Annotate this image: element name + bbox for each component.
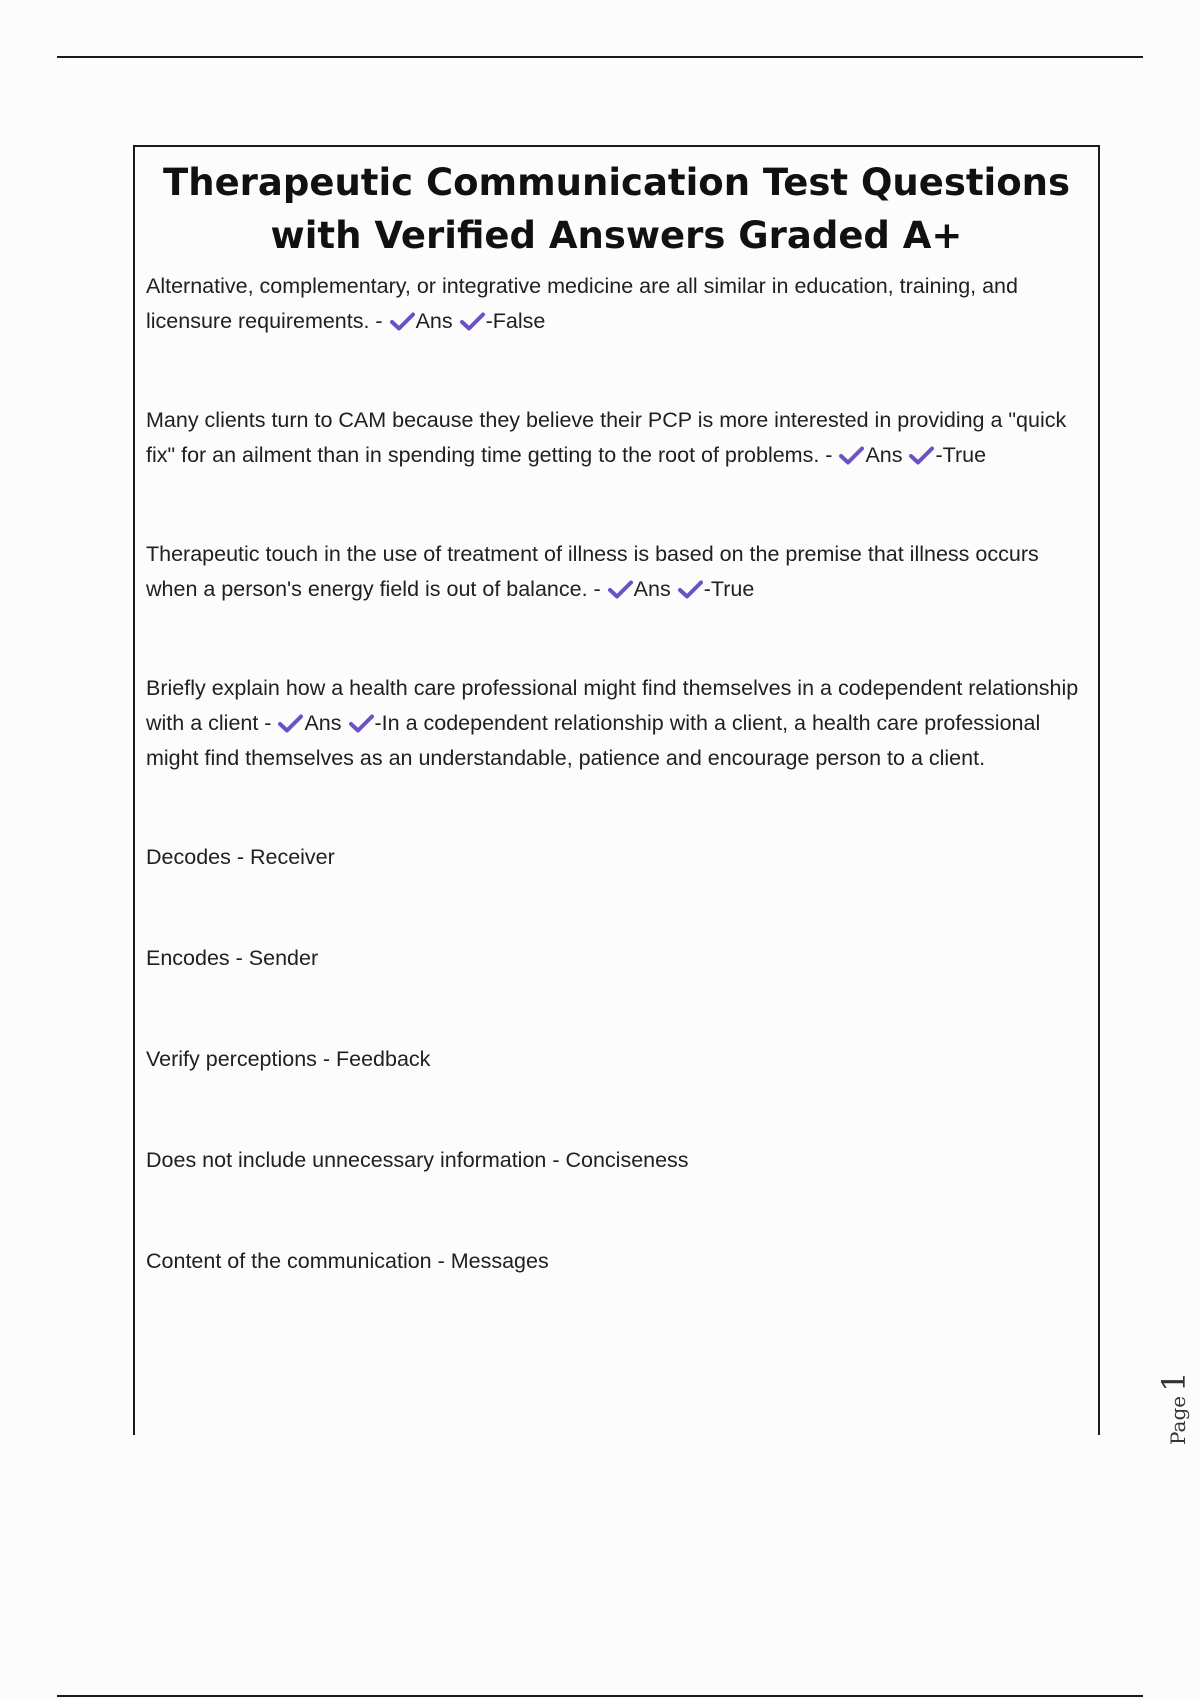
checkmark-icon — [349, 714, 374, 733]
term-entry: Decodes - Receiver — [146, 845, 335, 869]
checkmark-icon — [390, 312, 415, 331]
ans-label: Ans — [415, 309, 453, 333]
term-entry: Content of the communication - Messages — [146, 1249, 549, 1273]
answer-text: -False — [485, 309, 546, 333]
title-line-2: with Verified Answers Graded A+ — [270, 214, 963, 257]
question-text: Briefly explain how a health care professional might find themselves in a codependent relationship with a client - — [146, 676, 1079, 735]
checkmark-icon — [608, 580, 633, 599]
answer-text: -True — [703, 577, 755, 601]
question-text: Therapeutic touch in the use of treatment of illness is based on the premise that illness occurs when a person's energy field is out of balance. - — [146, 542, 1039, 601]
checkmark-icon — [278, 714, 303, 733]
document-title — [145, 156, 1088, 262]
document-frame — [133, 145, 1100, 1435]
bottom-rule — [57, 1695, 1143, 1697]
answer-text: -In a codependent relationship with a client, a health care professional might find themselves as an understandable, patience and encourage person to a client. — [146, 711, 1041, 770]
term-entry: Verify perceptions - Feedback — [146, 1047, 431, 1071]
question-text: Alternative, complementary, or integrative medicine are all similar in education, training, and licensure requirements. - — [146, 274, 1018, 333]
term-entry: Does not include unnecessary information - Conciseness — [146, 1148, 689, 1172]
qa-entry — [146, 269, 1084, 339]
title-line-1: Therapeutic Communication Test Questions — [162, 161, 1071, 204]
answer-text: -True — [935, 443, 987, 467]
top-rule — [57, 56, 1143, 58]
page-label: Page — [1166, 1395, 1190, 1445]
page-number — [1155, 1372, 1193, 1445]
page-number-value: 1 — [1155, 1371, 1193, 1392]
ans-label: Ans — [633, 577, 671, 601]
qa-entry — [146, 537, 1084, 607]
qa-entry — [146, 403, 1084, 473]
term-entry: Encodes - Sender — [146, 946, 319, 970]
ans-label: Ans — [865, 443, 903, 467]
qa-list — [135, 262, 1098, 1279]
qa-entry — [146, 671, 1084, 776]
checkmark-icon — [678, 580, 703, 599]
ans-label: Ans — [304, 711, 342, 735]
checkmark-icon — [460, 312, 485, 331]
checkmark-icon — [839, 446, 864, 465]
checkmark-icon — [909, 446, 934, 465]
question-text: Many clients turn to CAM because they believe their PCP is more interested in providing a "quick fix" for an ailment than in spending time getting to the root of problems. - — [146, 408, 1067, 467]
